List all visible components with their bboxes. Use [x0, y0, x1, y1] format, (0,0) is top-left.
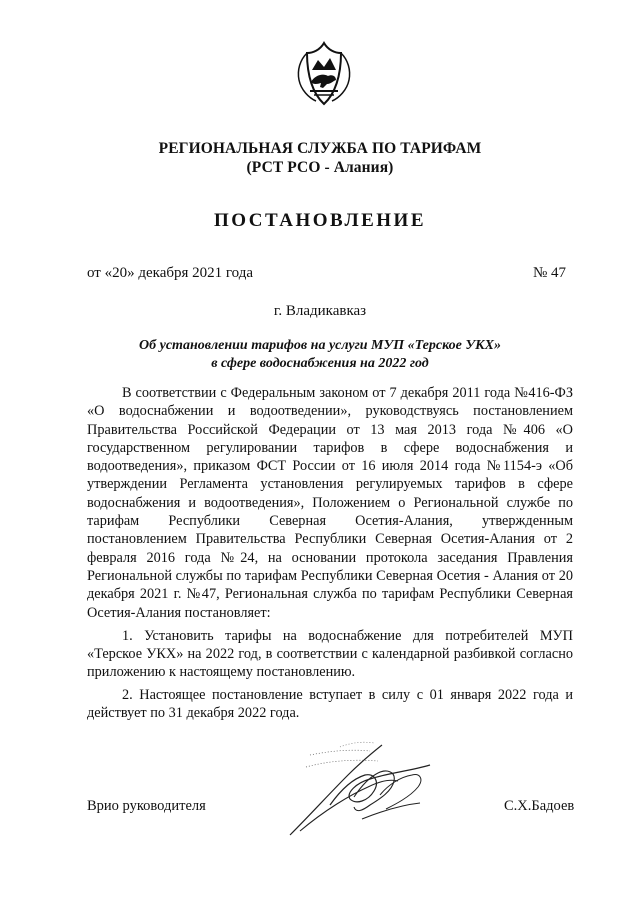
document-type-title: ПОСТАНОВЛЕНИЕ [213, 210, 427, 231]
document-city: г. Владикавказ [273, 303, 367, 319]
subject-line-2: в сфере водоснабжения на 2022 год [211, 356, 429, 371]
signatory-name: С.Х.Бадоев [504, 798, 575, 814]
document-number: № 47 [533, 265, 567, 281]
decree-item-1: 1. Установить тарифы на водоснабжение для потребителей МУП «Терское УКХ» на 2022 год, в соответствии с календарной разбивкой согласно приложению к настоящему постановлению. [87, 627, 573, 681]
handwritten-signature-icon [270, 735, 460, 840]
decree-item-2: 2. Настоящее постановление вступает в силу с 01 января 2022 года и действует по 31 декабря 2022 года. [87, 686, 573, 722]
document-body [87, 384, 573, 722]
subject-line-1: Об установлении тарифов на услуги МУП «Терское УКХ» [139, 338, 501, 353]
org-name: РЕГИОНАЛЬНАЯ СЛУЖБА ПО ТАРИФАМ [158, 140, 482, 157]
coat-of-arms-icon [290, 40, 358, 108]
document-date: от «20» декабря 2021 года [87, 265, 254, 281]
org-abbreviation: (РСТ РСО - Алания) [246, 159, 394, 176]
preamble-paragraph: В соответствии с Федеральным законом от 7 декабря 2011 года №416-ФЗ «О водоснабжении и водоотведении», руководствуясь постановлением Правительства Российской Федерации от 13 мая 2013 года №406 «О государственном регулировании тарифов в сфере водоснабжения и водоотведения», приказом ФСТ России от 16 июля 2014 года №1154-э «Об утверждении Регламента установления регулируемых тарифов в сфере водоснабжения и водоотведения», Положением о Региональной службе по тарифам Республики Северная Осетия-Алания, утвержденным постановлением Правительства Республики Северная Осетия-Алания от 2 февраля 2016 года №24, на основании протокола заседания Правления Региональной службы по тарифам Республики Северная Осетия - Алания от 20 декабря 2021 г. №47, Региональная служба по тарифам Республики Северная Осетия-Алания постановляет: [87, 385, 573, 621]
signatory-title: Врио руководителя [87, 798, 206, 814]
